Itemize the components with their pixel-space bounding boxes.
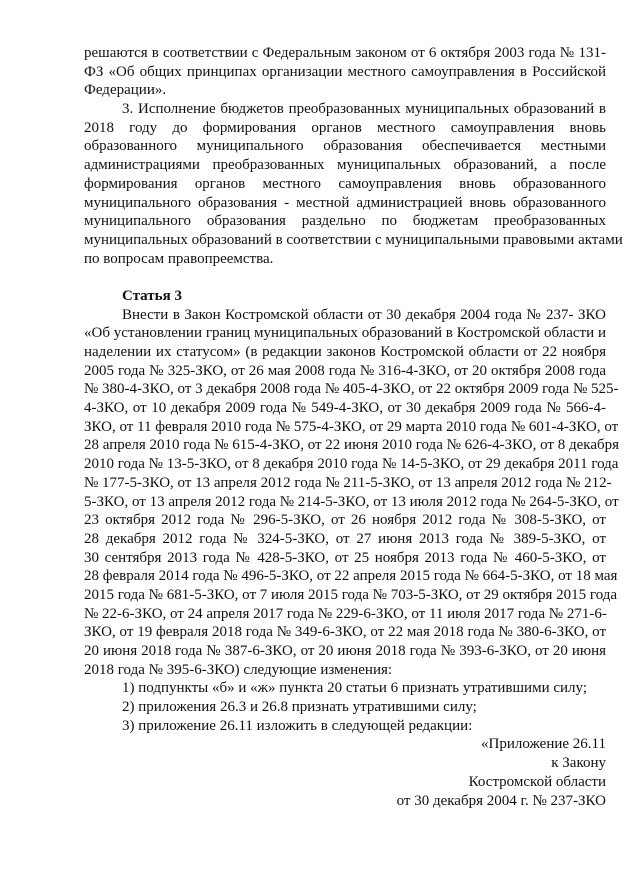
text-line: муниципального образования раздельно по бюджетам преобразованных	[84, 213, 606, 230]
text-line: муниципального образования - местной администрацией вновь образованного	[84, 194, 606, 211]
text-line: 28 февраля 2014 года № 496-5-ЗКО, от 22 апреля 2015 года № 664-5-ЗКО, от 18 мая	[84, 568, 618, 585]
paragraph-continuation	[84, 44, 606, 100]
text-line: № 177-5-ЗКО, от 13 апреля 2012 года № 211-5-ЗКО, от 13 апреля 2012 года № 212-	[84, 474, 612, 491]
text-line: формирования органов местного самоуправления вновь образованного	[84, 175, 606, 192]
text-line: 2005 года № 325-ЗКО, от 26 мая 2008 года № 316-4-ЗКО, от 20 октября 2008 года	[84, 362, 606, 379]
text-line: администрациями преобразованных муниципальных образований, а после	[84, 157, 606, 174]
text-line: 28 декабря 2012 года № 324-5-ЗКО, от 27 июня 2013 года № 389-5-ЗКО, от	[84, 530, 606, 547]
appendix-header	[84, 735, 606, 810]
text-line: ФЗ «Об общих принципах организации местного самоуправления в Российской	[84, 63, 606, 80]
text-line: решаются в соответствии с Федеральным законом от 6 октября 2003 года № 131-	[84, 45, 606, 61]
text-line: муниципальных образований в соответствии с муниципальными правовыми актами	[84, 231, 623, 248]
paragraph-gap	[84, 268, 606, 287]
text-line: ЗКО, от 19 февраля 2018 года № 349-6-ЗКО, от 22 мая 2018 года № 380-6-ЗКО, от	[84, 624, 606, 641]
appendix-title: «Приложение 26.11	[481, 736, 606, 753]
text-line: 30 сентября 2013 года № 428-5-ЗКО, от 25 ноября 2013 года № 460-5-ЗКО, от	[84, 549, 606, 566]
list-item: 1) подпункты «б» и «ж» пункта 20 статьи 6 признать утратившими силу;	[122, 680, 587, 697]
list-item: 2) приложения 26.3 и 26.8 признать утратившими силу;	[122, 699, 477, 716]
appendix-date: от 30 декабря 2004 г. № 237-ЗКО	[396, 792, 606, 809]
text-line: 2018 году до формирования органов местного самоуправления вновь	[84, 119, 606, 136]
text-line: Федерации».	[84, 82, 167, 99]
appendix-law-ref: к Закону	[551, 755, 606, 772]
text-line: 23 октября 2012 года № 296-5-ЗКО, от 26 ноября 2012 года № 308-5-ЗКО, от	[84, 512, 606, 529]
amendments-list	[84, 679, 606, 735]
text-line: 2015 года № 681-5-ЗКО, от 7 июля 2015 года № 703-5-ЗКО, от 29 октября 2015 года	[84, 586, 618, 603]
appendix-region: Костромской области	[468, 773, 606, 790]
text-line: 3. Исполнение бюджетов преобразованных муниципальных образований в	[122, 101, 606, 118]
text-line: № 22-6-ЗКО, от 24 апреля 2017 года № 229-6-ЗКО, от 11 июля 2017 года № 271-6-	[84, 605, 607, 622]
list-item: 3) приложение 26.11 изложить в следующей редакции:	[122, 717, 473, 734]
text-line: 20 июня 2018 года № 387-6-ЗКО, от 20 июня 2018 года № 393-6-ЗКО, от 20 июня	[84, 643, 606, 659]
text-line: 28 апреля 2010 года № 615-4-ЗКО, от 22 июня 2010 года № 626-4-ЗКО, от 8 декабря	[84, 437, 620, 454]
text-line: 5-ЗКО, от 13 апреля 2012 года № 214-5-ЗКО, от 13 июля 2012 года № 264-5-ЗКО, от	[84, 493, 619, 510]
article-body	[84, 306, 620, 680]
text-line: по вопросам правопреемства.	[84, 250, 274, 267]
article-heading: Статья 3	[122, 287, 182, 304]
text-line: «Об установлении границ муниципальных образований в Костромской области и	[84, 325, 606, 342]
text-line: ЗКО, от 11 февраля 2010 года № 575-4-ЗКО, от 29 марта 2010 года № 601-4-ЗКО, от	[84, 418, 619, 435]
text-line: 2018 года № 395-6-ЗКО) следующие изменения:	[84, 661, 393, 678]
text-line: 4-ЗКО, от 10 декабря 2009 года № 549-4-ЗКО, от 30 декабря 2009 года № 566-4-	[84, 400, 606, 417]
text-line: № 380-4-ЗКО, от 3 декабря 2008 года № 405-4-ЗКО, от 22 октября 2009 года № 525-	[84, 381, 619, 398]
text-line: образованного муниципального образования обеспечивается местными	[84, 138, 606, 155]
text-line: 2010 года № 13-5-ЗКО, от 8 декабря 2010 года № 14-5-ЗКО, от 29 декабря 2011 года	[84, 456, 619, 473]
text-line: наделении их статусом» (в редакции законов Костромской области от 22 ноября	[84, 344, 606, 360]
paragraph-item-3	[84, 100, 623, 268]
text-line: Внести в Закон Костромской области от 30 декабря 2004 года № 237- ЗКО	[122, 306, 606, 323]
